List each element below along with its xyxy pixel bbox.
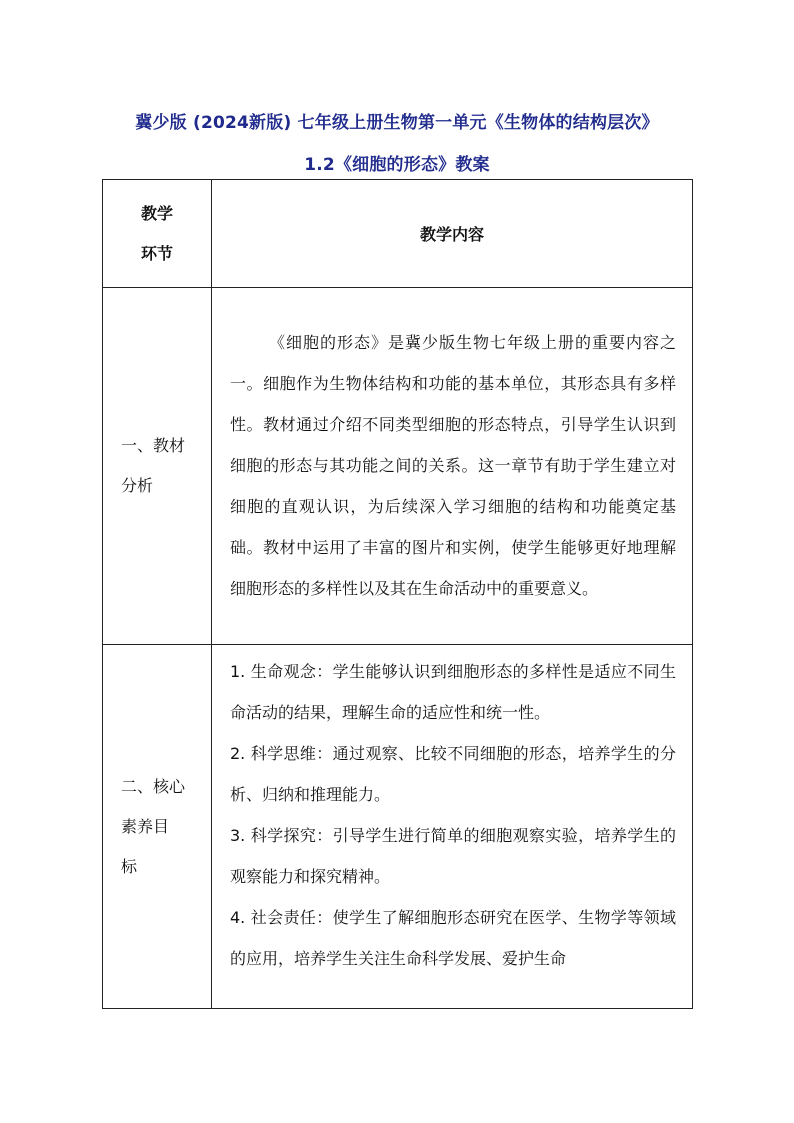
header-stage-line1: 教学 — [140, 203, 173, 223]
row-label-line2: 分析 — [121, 476, 154, 495]
header-stage-cell — [103, 180, 212, 288]
row-content-core-goals — [212, 645, 693, 1009]
row-label-line2: 素养目 — [121, 816, 170, 836]
header-stage-line2: 环节 — [140, 243, 173, 263]
table-row-core-goals — [103, 645, 693, 1009]
document-subtitle: 1.2《细胞的形态》教案 — [304, 155, 490, 175]
document-title: 冀少版 (2024新版) 七年级上册生物第一单元《生物体的结构层次》 — [135, 113, 659, 133]
goal-item: 3. 科学探究：引导学生进行简单的细胞观察实验，培养学生的观察能力和探究精神。 — [230, 826, 676, 886]
header-content-cell — [212, 180, 693, 288]
goal-item: 4. 社会责任：使学生了解细胞形态研究在医学、生物学等领域的应用，培养学生关注生命科学发展、爱护生命 — [230, 908, 676, 968]
row-label-line3: 标 — [121, 856, 138, 876]
table-header-row — [103, 180, 693, 288]
goal-item: 2. 科学思维：通过观察、比较不同细胞的形态，培养学生的分析、归纳和推理能力。 — [230, 744, 676, 804]
row-label-line1: 一、教材 — [121, 436, 186, 455]
header-content-label: 教学内容 — [419, 225, 484, 244]
row-label-textbook-analysis — [103, 288, 212, 645]
goal-item: 1. 生命观念：学生能够认识到细胞形态的多样性是适应不同生命活动的结果，理解生命的适应性和统一性。 — [230, 662, 676, 722]
row-content-textbook-analysis — [212, 288, 693, 645]
row-label-line1: 二、核心 — [121, 776, 186, 796]
analysis-paragraph: 《细胞的形态》是冀少版生物七年级上册的重要内容之一。细胞作为生物体结构和功能的基本单位，其形态具有多样性。教材通过介绍不同类型细胞的形态特点，引导学生认识到细胞的形态与其功能之间的关系。这一章节有助于学生建立对细胞的直观认识，为后续深入学习细胞的结构和功能奠定基础。教材中运用了丰富的图片和实例，使学生能够更好地理解细胞形态的多样性以及其在生命活动中的重要意义。 — [230, 332, 676, 598]
lesson-plan-table — [102, 179, 693, 1009]
table-row-textbook-analysis — [103, 288, 693, 645]
row-label-core-goals — [103, 645, 212, 1009]
goals-list — [230, 651, 676, 996]
